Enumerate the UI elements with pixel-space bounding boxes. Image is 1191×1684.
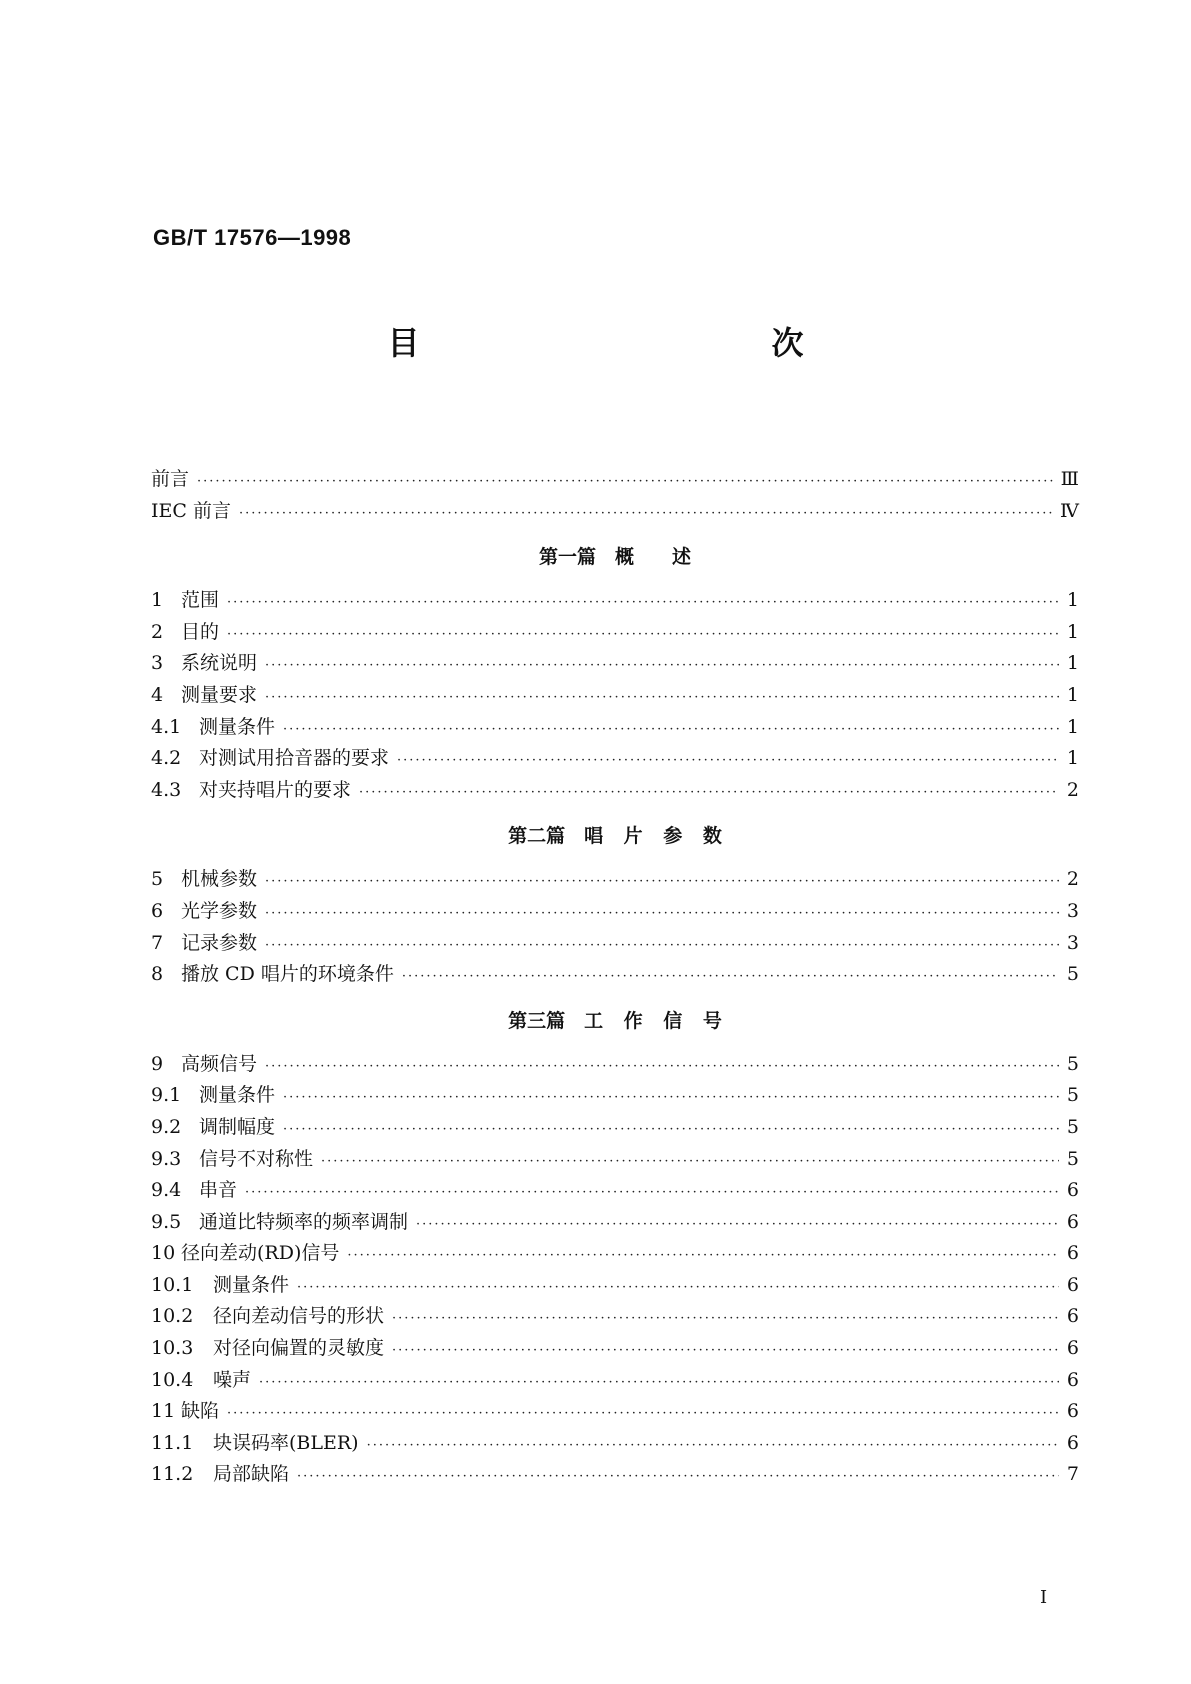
part-heading: 第三篇 工 作 信 号 [508, 1009, 722, 1032]
toc-entry-number: 9 [151, 1052, 164, 1075]
toc-entry-number: 11.2 [151, 1463, 194, 1486]
toc-parts [151, 533, 1079, 1491]
toc-entry[interactable] [151, 1428, 1079, 1460]
toc-entry-page: 5 [1066, 1052, 1079, 1075]
toc-entry-number: 8 [151, 963, 164, 986]
toc-entry-label: 系统说明 [181, 652, 258, 675]
toc-entry-label: 前言 [151, 468, 190, 490]
toc-entry-label: 调制幅度 [199, 1115, 276, 1138]
toc-entry-number: 10.3 [151, 1337, 194, 1360]
toc-entry-page: 5 [1066, 1147, 1079, 1170]
toc-entry-number: 9.1 [151, 1084, 182, 1107]
dot-leader [347, 1240, 1059, 1272]
toc-entry-page: 3 [1066, 899, 1079, 922]
toc-entry[interactable] [151, 712, 1079, 744]
toc-entry-page: 2 [1066, 868, 1079, 891]
toc-entry[interactable] [151, 1365, 1079, 1397]
toc-entry-page: 6 [1066, 1210, 1079, 1233]
dot-leader [265, 898, 1059, 930]
toc-entry-label: 块误码率(BLER) [213, 1431, 359, 1454]
toc-entry-label: 范围 [181, 589, 220, 612]
toc-entry-number: 2 [151, 620, 164, 643]
toc-entry[interactable] [151, 1049, 1079, 1081]
toc-entry-label: 串音 [199, 1179, 238, 1202]
toc-entry-number: 10 [151, 1242, 176, 1265]
toc-entry-number: 6 [151, 899, 164, 922]
toc-entry-number: 10.2 [151, 1305, 194, 1328]
dot-leader [367, 1430, 1059, 1462]
toc-entry-label: 对测试用拾音器的要求 [199, 747, 390, 770]
dot-leader [227, 1398, 1059, 1430]
toc-entry-label: 对夹持唱片的要求 [199, 778, 352, 801]
toc-entry-page: Ⅲ [1060, 468, 1079, 490]
toc-entry-number: 10.4 [151, 1368, 194, 1391]
toc-entry-page: 5 [1066, 1115, 1079, 1138]
toc-entry-number: 3 [151, 652, 164, 675]
toc-entry-page: 6 [1066, 1305, 1079, 1328]
dot-leader [392, 1303, 1059, 1335]
toc-entry[interactable] [151, 775, 1079, 807]
dot-leader [416, 1209, 1059, 1241]
dot-leader [227, 619, 1059, 651]
toc-entry-number: 4.1 [151, 715, 182, 738]
dot-leader [283, 1082, 1059, 1114]
toc-entry-number: 5 [151, 868, 164, 891]
toc-entry-label: 通道比特频率的频率调制 [199, 1210, 409, 1233]
toc-entry-page: 6 [1066, 1179, 1079, 1202]
toc-entry-label: 目的 [181, 620, 220, 643]
dot-leader [283, 714, 1059, 746]
page-number: Ⅰ [1040, 1587, 1048, 1608]
dot-leader [265, 682, 1059, 714]
table-of-contents [151, 464, 1079, 1491]
dot-leader [359, 777, 1059, 809]
toc-entry[interactable] [151, 585, 1079, 617]
dot-leader [297, 1272, 1059, 1304]
toc-entry[interactable] [151, 1112, 1079, 1144]
toc-entry-label: 噪声 [213, 1368, 252, 1391]
toc-entry-page: 1 [1066, 715, 1079, 738]
toc-entry-iec-foreword[interactable] [151, 496, 1079, 528]
toc-entry-page: Ⅳ [1060, 499, 1079, 522]
dot-leader [197, 466, 1055, 498]
toc-entry-label: IEC 前言 [151, 499, 231, 522]
toc-entry-label: 光学参数 [181, 899, 258, 922]
toc-entry-number: 9.5 [151, 1210, 182, 1233]
toc-entry[interactable] [151, 896, 1079, 928]
part-heading: 第二篇 唱 片 参 数 [508, 825, 722, 848]
toc-entry-number: 4.3 [151, 778, 182, 801]
dot-leader [265, 930, 1059, 962]
toc-entry[interactable] [151, 648, 1079, 680]
toc-entry-number: 11 [151, 1400, 176, 1423]
toc-entry-page: 1 [1066, 620, 1079, 643]
toc-entry-page: 6 [1066, 1273, 1079, 1296]
toc-entry-page: 6 [1066, 1431, 1079, 1454]
toc-entry-page: 1 [1066, 652, 1079, 675]
toc-entry-number: 10.1 [151, 1273, 194, 1296]
dot-leader [283, 1114, 1059, 1146]
toc-entry-page: 1 [1066, 683, 1079, 706]
toc-entry-label: 播放 CD 唱片的环境条件 [181, 963, 394, 986]
toc-entry-foreword[interactable] [151, 464, 1079, 496]
toc-entry-label: 缺陷 [181, 1400, 220, 1423]
toc-entry[interactable] [151, 743, 1079, 775]
part-heading: 第一篇 概 述 [538, 546, 691, 569]
toc-entry-page: 7 [1066, 1463, 1079, 1486]
dot-leader [227, 587, 1059, 619]
toc-entry[interactable] [151, 1144, 1079, 1176]
toc-entry[interactable] [151, 1238, 1079, 1270]
toc-entry[interactable] [151, 1207, 1079, 1239]
toc-entry[interactable] [151, 680, 1079, 712]
toc-entry-page: 1 [1066, 589, 1079, 612]
toc-entry-page: 2 [1066, 778, 1079, 801]
dot-leader [397, 745, 1059, 777]
toc-entry-page: 5 [1066, 1084, 1079, 1107]
toc-entry[interactable] [151, 1175, 1079, 1207]
toc-entry[interactable] [151, 617, 1079, 649]
toc-entry-label: 测量要求 [181, 683, 258, 706]
dot-leader [392, 1335, 1059, 1367]
dot-leader [265, 650, 1059, 682]
dot-leader [245, 1177, 1059, 1209]
dot-leader [321, 1146, 1059, 1178]
dot-leader [297, 1461, 1059, 1493]
toc-entry[interactable] [151, 959, 1079, 991]
toc-entry-number: 9.4 [151, 1179, 182, 1202]
toc-entry-number: 1 [151, 589, 164, 612]
toc-entry-label: 测量条件 [199, 1084, 276, 1107]
toc-entry-page: 6 [1066, 1337, 1079, 1360]
toc-entry-number: 9.2 [151, 1115, 182, 1138]
toc-entry-number: 11.1 [151, 1431, 194, 1454]
toc-entry-label: 记录参数 [181, 931, 258, 954]
toc-entry[interactable] [151, 1301, 1079, 1333]
toc-entry-label: 局部缺陷 [213, 1463, 290, 1486]
toc-entry-number: 4 [151, 683, 164, 706]
toc-entry-label: 径向差动信号的形状 [213, 1305, 385, 1328]
toc-entry-number: 4.2 [151, 747, 182, 770]
toc-entry-page: 5 [1066, 963, 1079, 986]
toc-entry-number: 7 [151, 931, 164, 954]
toc-entry-label: 机械参数 [181, 868, 258, 891]
toc-entry-page: 6 [1066, 1400, 1079, 1423]
toc-entry-label: 径向差动(RD)信号 [181, 1242, 340, 1265]
toc-entry[interactable] [151, 1459, 1079, 1491]
toc-entry[interactable] [151, 864, 1079, 896]
toc-entry-page: 6 [1066, 1242, 1079, 1265]
dot-leader [239, 498, 1054, 530]
dot-leader [265, 1051, 1059, 1083]
toc-entry[interactable] [151, 1333, 1079, 1365]
toc-title: 目 次 [387, 324, 900, 362]
toc-entry[interactable] [151, 1270, 1079, 1302]
toc-entry-label: 信号不对称性 [199, 1147, 314, 1170]
toc-entry-page: 1 [1066, 747, 1079, 770]
toc-entry[interactable] [151, 1080, 1079, 1112]
toc-entry-number: 9.3 [151, 1147, 182, 1170]
toc-entry-label: 高频信号 [181, 1052, 258, 1075]
toc-entry-label: 测量条件 [213, 1273, 290, 1296]
toc-entry-label: 测量条件 [199, 715, 276, 738]
toc-entry-page: 6 [1066, 1368, 1079, 1391]
dot-leader [265, 866, 1059, 898]
toc-entry-label: 对径向偏置的灵敏度 [213, 1337, 385, 1360]
toc-entry-page: 3 [1066, 931, 1079, 954]
toc-entry[interactable] [151, 928, 1079, 960]
dot-leader [259, 1367, 1059, 1399]
toc-entry[interactable] [151, 1396, 1079, 1428]
dot-leader [402, 961, 1059, 993]
standard-code: GB/T 17576—1998 [153, 225, 352, 250]
